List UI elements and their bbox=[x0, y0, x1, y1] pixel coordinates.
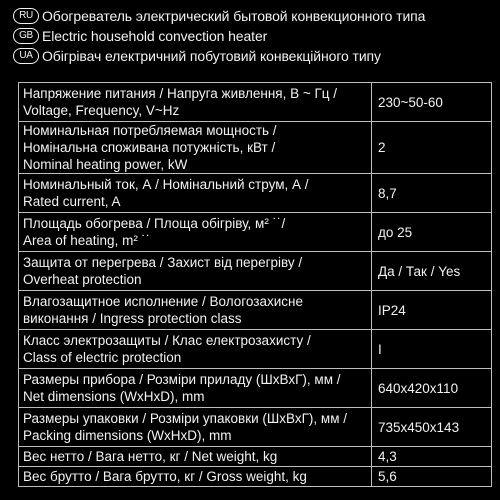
spec-row-packing-dimensions bbox=[19, 408, 492, 447]
spec-label-line: Размеры упаковки / Розміри упаковки (ШхВхГ), мм / bbox=[23, 411, 347, 426]
language-badge-gb: GB bbox=[13, 28, 39, 44]
spec-value: 640x420x110 bbox=[372, 369, 492, 408]
spec-label-line: Voltage, Frequency, V~Hz bbox=[23, 103, 180, 118]
spec-label bbox=[19, 213, 372, 252]
spec-value: I bbox=[372, 330, 492, 369]
product-title-block bbox=[13, 6, 493, 66]
spec-row-power bbox=[19, 122, 492, 174]
title-text-ru: Обогреватель электрический бытовой конвекционного типа bbox=[42, 8, 426, 24]
title-line-ru bbox=[13, 6, 493, 26]
spec-label-line: Класс электрозащиты / Клас електрозахисту / bbox=[23, 333, 311, 348]
spec-row-voltage bbox=[19, 83, 492, 122]
spec-row-gross-weight bbox=[19, 467, 492, 487]
spec-row-current bbox=[19, 174, 492, 213]
specifications-table bbox=[18, 82, 492, 487]
spec-label bbox=[19, 122, 372, 174]
spec-value: Да / Так / Yes bbox=[372, 252, 492, 291]
title-line-gb bbox=[13, 26, 493, 46]
spec-row-net-dimensions bbox=[19, 369, 492, 408]
spec-value: IP24 bbox=[372, 291, 492, 330]
spec-label-line: Напряжение питания / Напруга живлення, В ~ Гц / bbox=[23, 86, 338, 101]
spec-label-line: Class of electric protection bbox=[23, 350, 182, 365]
spec-label-line: Area of heating, m² ˙˙ bbox=[23, 233, 151, 248]
spec-label bbox=[19, 252, 372, 291]
spec-value: 2 bbox=[372, 122, 492, 174]
spec-value: 8,7 bbox=[372, 174, 492, 213]
spec-value: до 25 bbox=[372, 213, 492, 252]
spec-label-line: Net dimensions (WxHxD), mm bbox=[23, 389, 205, 404]
spec-label-line: Номинальная потребляемая мощность / bbox=[23, 123, 277, 138]
spec-row-net-weight bbox=[19, 447, 492, 467]
spec-row-electric-class bbox=[19, 330, 492, 369]
spec-value: 230~50-60 bbox=[372, 83, 492, 122]
spec-value: 5,6 bbox=[372, 467, 492, 487]
spec-label bbox=[19, 291, 372, 330]
language-badge-ua: UA bbox=[13, 48, 39, 64]
spec-label-line: Площадь обогрева / Площа обігріву, м² ˙˙/ bbox=[23, 216, 286, 231]
spec-label-line: Влагозащитное исполнение / Вологозахисне bbox=[23, 294, 303, 309]
spec-label-line: Вес брутто / Вага брутто, кг / Gross weight, kg bbox=[23, 469, 307, 484]
spec-label-line: Overheat protection bbox=[23, 272, 142, 287]
spec-label bbox=[19, 408, 372, 447]
spec-label-line: Защита от перегрева / Захист від перегріву / bbox=[23, 255, 303, 270]
spec-label-line: виконання / Ingress protection class bbox=[23, 311, 242, 326]
spec-label-line: Номинальный ток, А / Номінальний струм, А / bbox=[23, 177, 309, 192]
language-badge-ru: RU bbox=[13, 8, 39, 24]
spec-label bbox=[19, 330, 372, 369]
spec-label-line: Packing dimensions (WxHxD), mm bbox=[23, 428, 232, 443]
spec-label-line: Nominal heating power, kW bbox=[23, 157, 188, 172]
spec-row-ingress bbox=[19, 291, 492, 330]
spec-label-line: Вес нетто / Вага нетто, кг / Net weight, kg bbox=[23, 449, 278, 464]
spec-label bbox=[19, 369, 372, 408]
spec-row-overheat bbox=[19, 252, 492, 291]
spec-label bbox=[19, 83, 372, 122]
spec-label bbox=[19, 467, 372, 487]
spec-label bbox=[19, 174, 372, 213]
spec-value: 735x450x143 bbox=[372, 408, 492, 447]
spec-label-line: Размеры прибора / Розміри приладу (ШхВхГ), мм / bbox=[23, 372, 341, 387]
title-text-gb: Electric household convection heater bbox=[42, 28, 268, 44]
spec-label bbox=[19, 447, 372, 467]
spec-row-area bbox=[19, 213, 492, 252]
title-line-ua bbox=[13, 46, 493, 66]
spec-value: 4,3 bbox=[372, 447, 492, 467]
title-text-ua: Обігрівач електричний побутовий конвекційного типу bbox=[42, 48, 381, 64]
spec-label-line: Номінальна споживана потужність, кВт / bbox=[23, 140, 276, 155]
spec-label-line: Rated current, A bbox=[23, 194, 121, 209]
